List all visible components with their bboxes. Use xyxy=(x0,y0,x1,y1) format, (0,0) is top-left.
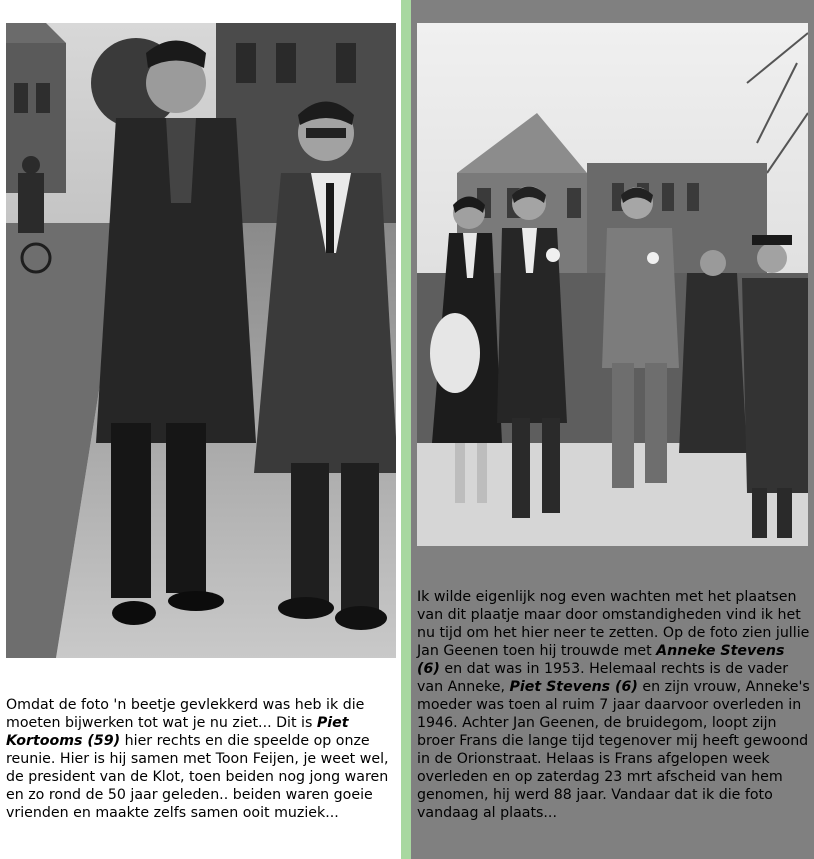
wedding-photo-image xyxy=(417,23,808,546)
left-caption xyxy=(6,696,398,822)
street-photo-image xyxy=(6,23,396,658)
right-caption-text-3: en zijn vrouw, Anneke's moeder was toen al ruim 7 jaar daarvoor overleden in 1946. Achter Jan Geenen, de bruidegom, loopt zijn broer Frans die lange tijd tegenover mij heeft gewoond in de Orionstraat. Helaas is Frans afgelopen week overleden en op zaterdag 23 mrt afscheid van hem genomen, hij werd 88 jaar. Vandaar dat ik die foto vandaag al plaats... xyxy=(417,679,810,821)
left-caption-name-1: Piet Kortooms (59) xyxy=(6,715,349,749)
right-caption-text-1: Ik wilde eigenlijk nog even wachten met het plaatsen van dit plaatje maar door omstandigheden vind ik het nu tijd om het hier neer te zetten. Op de foto zien jullie Jan Geenen toen hij trouwde met xyxy=(417,589,810,659)
right-caption-text-2: en dat was in 1953. Helemaal rechts is de vader van Anneke, xyxy=(417,661,789,695)
right-caption xyxy=(417,588,812,822)
right-caption-name-1: Anneke Stevens (6) xyxy=(417,643,785,677)
left-caption-text-2: hier rechts en die speelde op onze reunie. Hier is hij samen met Toon Feijen, je weet wel, de president van de Klot, toen beiden nog jong waren en zo rond de 50 jaar geleden.. beiden waren goeie vrienden en maakte zelfs samen ooit muziek... xyxy=(6,733,389,821)
left-caption-text-1: Omdat de foto 'n beetje gevlekkerd was heb ik die moeten bijwerken tot wat je nu ziet... Dit is xyxy=(6,697,365,731)
left-panel xyxy=(0,0,401,859)
right-panel xyxy=(411,0,814,859)
green-divider xyxy=(401,0,411,859)
right-caption-name-2: Piet Stevens (6) xyxy=(509,679,638,695)
wedding-photo xyxy=(417,23,808,546)
street-photo xyxy=(6,23,396,658)
